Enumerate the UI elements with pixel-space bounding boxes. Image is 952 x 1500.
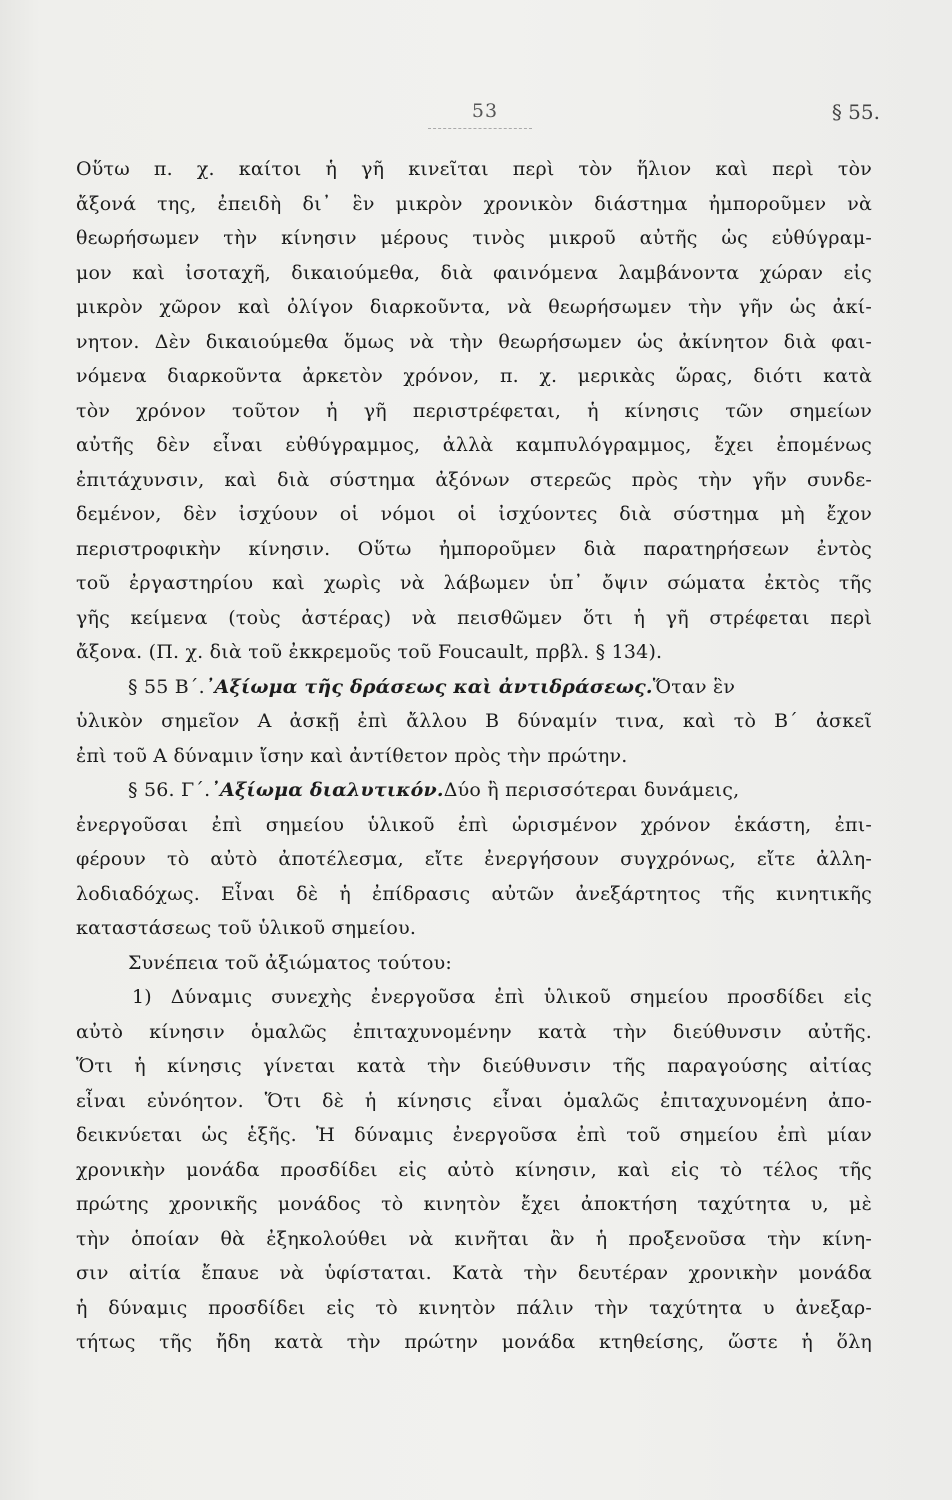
text-line bbox=[76, 221, 872, 256]
text-line bbox=[76, 877, 872, 912]
line-text: χρονικὴν μονάδα προσδίδει εἰς αὐτὸ κίνησιν, καὶ εἰς τὸ τέλος τῆς bbox=[76, 1158, 872, 1181]
text-line bbox=[76, 152, 872, 187]
text-line bbox=[76, 773, 872, 808]
line-text: λοδιαδόχως. Εἶναι δὲ ἡ ἐπίδρασις αὐτῶν ἀνεξάρτητος τῆς κινητικῆς bbox=[76, 882, 872, 905]
line-text: ἐπιτάχυνσιν, καὶ διὰ σύστημα ἀξόνων στερεῶς πρὸς τὴν γῆν συνδε- bbox=[76, 468, 872, 491]
text-line bbox=[76, 463, 872, 498]
section-prefix: § 56. Γ΄. bbox=[128, 779, 211, 801]
text-line bbox=[76, 566, 872, 601]
section-continuation: Δύο ἢ περισσότεραι δυνάμεις, bbox=[443, 779, 740, 801]
line-text: Συνέπεια τοῦ ἀξιώματος τούτου: bbox=[128, 951, 453, 974]
text-line bbox=[76, 1222, 872, 1257]
body-text bbox=[76, 152, 872, 1360]
section-continuation: Ὅταν ἓν bbox=[652, 675, 736, 698]
line-text: ὑλικὸν σημεῖον Α ἀσκῇ ἐπὶ ἄλλου Β δύναμίν τινα, καὶ τὸ Β΄ ἀσκεῖ bbox=[76, 710, 872, 732]
line-text: Ὅτι ἡ κίνησις γίνεται κατὰ τὴν διεύθυνσιν τῆς παραγούσης αἰτίας bbox=[76, 1055, 872, 1077]
line-text: ἄξονα. (Π. χ. διὰ τοῦ ἐκκρεμοῦς τοῦ Foucault, πρβλ. § 134). bbox=[76, 641, 663, 663]
section-prefix: § 55 Β΄. bbox=[128, 675, 205, 698]
text-line bbox=[76, 325, 872, 360]
line-text: εἶναι εὐνόητον. Ὅτι δὲ ἡ κίνησις εἶναι ὁμαλῶς ἐπιταχυνομένη ἀπο- bbox=[76, 1089, 872, 1112]
text-line bbox=[76, 394, 872, 429]
axiom-title: ᾿Αξίωμα διαλυτικόν. bbox=[210, 779, 444, 801]
line-text: ἐπὶ τοῦ Α δύναμιν ἴσην καὶ ἀντίθετον πρὸς τὴν πρώτην. bbox=[76, 744, 628, 767]
line-text: δεμένον, δὲν ἰσχύουν οἱ νόμοι οἱ ἰσχύοντες διὰ σύστημα μὴ ἔχον bbox=[76, 503, 872, 525]
text-line bbox=[76, 739, 872, 774]
line-text: ἐνεργοῦσαι ἐπὶ σημείου ὑλικοῦ ἐπὶ ὡρισμένον χρόνον ἑκάστη, ἐπι- bbox=[76, 813, 872, 836]
text-line bbox=[76, 911, 872, 946]
text-line bbox=[76, 1291, 872, 1326]
line-text: τοῦ ἐργαστηρίου καὶ χωρὶς νὰ λάβωμεν ὑπ᾽ ὄψιν σώματα ἐκτὸς τῆς bbox=[76, 572, 872, 594]
line-text: νόμενα διαρκοῦντα ἀρκετὸν χρόνον, π. χ. μερικὰς ὥρας, διότι κατὰ bbox=[76, 365, 872, 387]
line-text: μικρὸν χῶρον καὶ ὀλίγον διαρκοῦντα, νὰ θεωρήσωμεν τὴν γῆν ὡς ἀκί- bbox=[76, 296, 872, 318]
line-text: πρώτης χρονικῆς μονάδος τὸ κινητὸν ἔχει ἀποκτήση ταχύτητα υ, μὲ bbox=[76, 1193, 872, 1215]
line-text: μον καὶ ἰσοταχῆ, δικαιούμεθα, διὰ φαινόμενα λαμβάνοντα χώραν εἰς bbox=[76, 261, 872, 284]
line-text: νητον. Δὲν δικαιούμεθα ὅμως νὰ τὴν θεωρήσωμεν ὡς ἀκίνητον διὰ φαι- bbox=[76, 330, 872, 353]
line-text: τήτως τῆς ἤδη κατὰ τὴν πρώτην μονάδα κτηθείσης, ὥστε ἡ ὅλη bbox=[76, 1331, 872, 1353]
text-line bbox=[76, 601, 872, 636]
line-text: τὴν ὁποίαν θὰ ἐξηκολούθει νὰ κινῆται ἂν ἡ προξενοῦσα τὴν κίνη- bbox=[76, 1227, 872, 1250]
text-line bbox=[76, 1187, 872, 1222]
text-line bbox=[76, 670, 872, 705]
page-number: 53 bbox=[471, 100, 499, 122]
text-line bbox=[76, 428, 872, 463]
line-text: τὸν χρόνον τοῦτον ἡ γῆ περιστρέφεται, ἡ κίνησις τῶν σημείων bbox=[76, 399, 872, 422]
line-text: καταστάσεως τοῦ ὑλικοῦ σημείου. bbox=[76, 917, 417, 939]
text-line bbox=[76, 1153, 872, 1188]
text-line bbox=[76, 635, 872, 670]
line-text: περιστροφικὴν κίνησιν. Οὕτω ἠμποροῦμεν διὰ παρατηρήσεων ἐντὸς bbox=[76, 537, 872, 560]
text-line bbox=[76, 808, 872, 843]
axiom-title: ᾿Αξίωμα τῆς δράσεως καὶ ἀντιδράσεως. bbox=[204, 675, 653, 698]
line-text: γῆς κείμενα (τοὺς ἀστέρας) νὰ πεισθῶμεν ὅτι ἡ γῆ στρέφεται περὶ bbox=[76, 606, 872, 629]
text-line bbox=[76, 359, 872, 394]
text-line bbox=[76, 1049, 872, 1084]
text-line bbox=[76, 1118, 872, 1153]
text-line bbox=[76, 1325, 872, 1360]
text-line bbox=[76, 1256, 872, 1291]
text-line bbox=[76, 842, 872, 877]
text-line bbox=[76, 187, 872, 222]
line-text: Οὕτω π. χ. καίτοι ἡ γῆ κινεῖται περὶ τὸν ἥλιον καὶ περὶ τὸν bbox=[76, 158, 872, 180]
text-line bbox=[76, 497, 872, 532]
line-text: ἄξονά της, ἐπειδὴ δι᾽ ἓν μικρὸν χρονικὸν διάστημα ἠμποροῦμεν νὰ bbox=[76, 192, 872, 215]
line-text: δεικνύεται ὡς ἑξῆς. Ἡ δύναμις ἐνεργοῦσα ἐπὶ τοῦ σημείου ἐπὶ μίαν bbox=[76, 1124, 872, 1146]
text-line bbox=[76, 704, 872, 739]
section-mark: § 55. bbox=[831, 100, 880, 124]
text-line bbox=[76, 256, 872, 291]
line-text: αὐτὸ κίνησιν ὁμαλῶς ἐπιταχυνομένην κατὰ τὴν διεύθυνσιν αὐτῆς. bbox=[76, 1020, 872, 1043]
text-line bbox=[76, 290, 872, 325]
text-line bbox=[76, 1084, 872, 1119]
text-line bbox=[76, 946, 872, 981]
line-text: σιν αἰτία ἔπαυε νὰ ὑφίσταται. Κατὰ τὴν δευτέραν χρονικὴν μονάδα bbox=[76, 1262, 872, 1284]
line-text: ἡ δύναμις προσδίδει εἰς τὸ κινητὸν πάλιν τὴν ταχύτητα υ ἀνεξαρ- bbox=[76, 1296, 872, 1319]
line-text: φέρουν τὸ αὐτὸ ἀποτέλεσμα, εἴτε ἐνεργήσουν συγχρόνως, εἴτε ἀλλη- bbox=[76, 848, 872, 870]
text-line bbox=[76, 1015, 872, 1050]
text-line bbox=[76, 532, 872, 567]
page-number-rule bbox=[428, 128, 532, 129]
line-text: αὐτῆς δὲν εἶναι εὐθύγραμμος, ἀλλὰ καμπυλόγραμμος, ἔχει ἐπομένως bbox=[76, 434, 872, 456]
line-text: θεωρήσωμεν τὴν κίνησιν μέρους τινὸς μικροῦ αὐτῆς ὡς εὐθύγραμ- bbox=[76, 227, 872, 249]
text-line bbox=[76, 980, 872, 1015]
line-text: 1) Δύναμις συνεχὴς ἐνεργοῦσα ἐπὶ ὑλικοῦ σημείου προσδίδει εἰς bbox=[132, 986, 872, 1008]
